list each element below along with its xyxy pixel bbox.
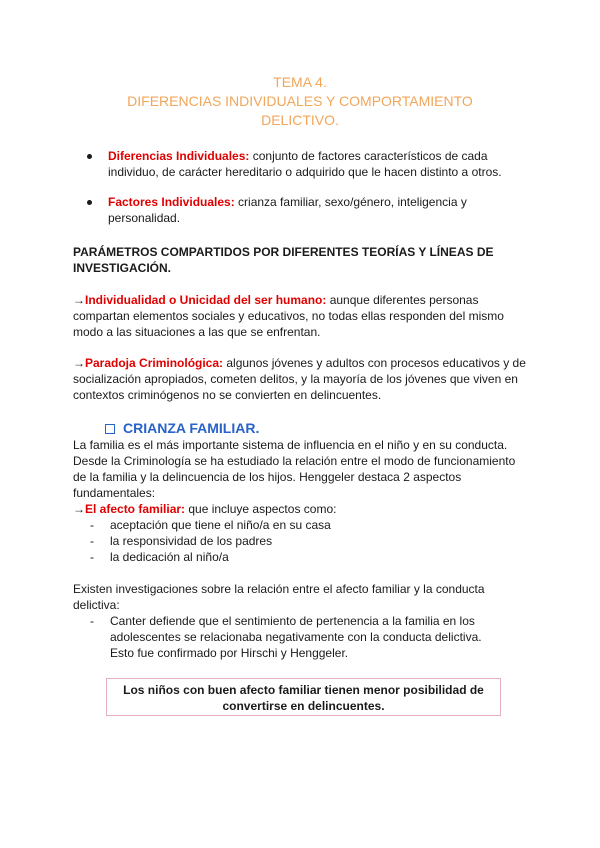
- definition-text: crianza familiar, sexo/género, inteligencia y personalidad.: [108, 195, 467, 225]
- aspects-list-wrapper: [73, 517, 528, 565]
- arrow-icon: →: [73, 502, 85, 516]
- crianza-heading: [105, 419, 259, 437]
- aspect-text: la responsividad de los padres: [110, 534, 273, 548]
- parametros-heading: PARÁMETROS COMPARTIDOS POR DIFERENTES TEORÍAS Y LÍNEAS DE INVESTIGACIÓN.: [73, 245, 494, 275]
- parametro-item: [73, 292, 528, 340]
- page-title: [0, 73, 600, 130]
- parametro-term: Individualidad o Unicidad del ser humano:: [85, 293, 327, 307]
- title-line-2: DIFERENCIAS INDIVIDUALES Y COMPORTAMIENTO: [127, 93, 473, 109]
- definition-text: conjunto de factores característicos de cada individuo, de carácter hereditario o adquirido que le hacen distinto a otros.: [108, 149, 502, 179]
- investigaciones-text: Existen investigaciones sobre la relación entre el afecto familiar y la conducta delictiva:: [73, 582, 485, 612]
- aspects-list: [73, 517, 528, 565]
- parametro-text: algunos jóvenes y adultos con procesos educativos y de socialización apropiados, cometen delitos, y la mayoría de los jóvenes que viven en contextos criminógenos no se convierten en delincuentes.: [73, 356, 526, 402]
- arrow-icon: →: [73, 293, 85, 307]
- crianza-intro: La familia es el más importante sistema de influencia en el niño y en su conducta. Desde la Criminología se ha estudiado la relación entre el modo de funcionamiento de la familia y la delincuencia de los hijos. Henggeler destaca 2 aspectos fundamentales:: [73, 438, 516, 500]
- callout-line-2: convertirse en delincuentes.: [222, 699, 385, 713]
- dash-icon: -: [90, 550, 94, 564]
- crianza-heading-label: CRIANZA FAMILIAR.: [123, 420, 260, 436]
- afecto-text: que incluye aspectos como:: [185, 502, 337, 516]
- definition-item: [78, 148, 528, 180]
- parametro-item: [73, 355, 528, 403]
- aspect-text: aceptación que tiene el niño/a en su casa: [110, 518, 331, 532]
- canter-text: Canter defiende que el sentimiento de pertenencia a la familia en los adolescentes se relacionaba negativamente con la conducta delictiva. Esto fue confirmado por Hirschi y Henggeler.: [110, 614, 482, 660]
- definition-item: [78, 194, 528, 226]
- title-line-3: DELICTIVO.: [261, 112, 339, 128]
- dash-icon: -: [90, 614, 94, 628]
- canter-list-wrapper: [73, 613, 528, 661]
- definition-term: Diferencias Individuales:: [108, 149, 250, 163]
- definition-term: Factores Individuales:: [108, 195, 235, 209]
- list-item: [73, 549, 528, 565]
- aspect-text: la dedicación al niño/a: [110, 550, 229, 564]
- parametro-term: Paradoja Criminológica:: [85, 356, 224, 370]
- callout-line-1: Los niños con buen afecto familiar tienen menor posibilidad de: [123, 683, 484, 697]
- checkbox-icon: [105, 424, 115, 434]
- definitions-list: [78, 148, 528, 240]
- list-item: [73, 517, 528, 533]
- parametro-text: aunque diferentes personas compartan elementos sociales y educativos, no todas ellas responden del mismo modo a las situaciones a las que se enfrentan.: [73, 293, 504, 339]
- bullet-dot-icon: [87, 200, 92, 205]
- title-line-1: TEMA 4.: [273, 74, 327, 90]
- afecto-term: El afecto familiar:: [85, 502, 186, 516]
- list-item: [73, 533, 528, 549]
- dash-icon: -: [90, 518, 94, 532]
- list-item: [73, 613, 528, 661]
- callout-box: [106, 678, 501, 716]
- bullet-dot-icon: [87, 154, 92, 159]
- dash-icon: -: [90, 534, 94, 548]
- afecto-item: [73, 501, 528, 517]
- canter-list: [73, 613, 528, 661]
- arrow-icon: →: [73, 356, 85, 370]
